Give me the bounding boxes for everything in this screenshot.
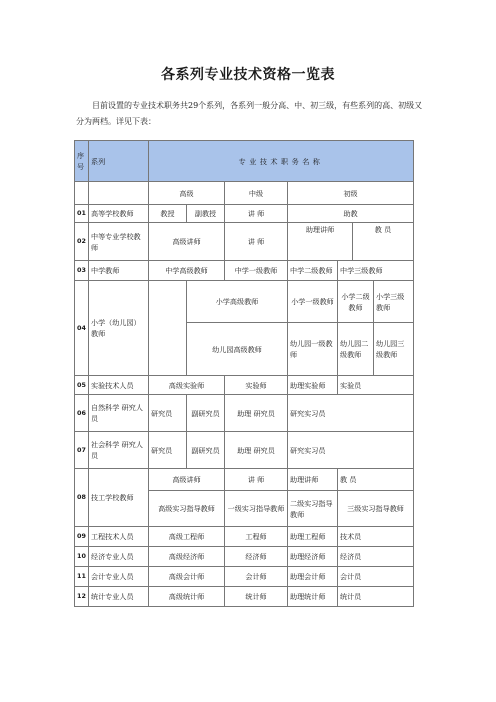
intermediate-cell: 工程师 — [225, 527, 288, 547]
level-junior: 初级 — [288, 182, 414, 205]
junior-cell: 中学二级教师 — [288, 261, 338, 281]
junior-cell: 助理实验师 — [288, 376, 338, 395]
header-num: 序号 — [75, 141, 89, 182]
junior-cell: 研究实习员 — [288, 432, 414, 469]
senior-cell: 幼儿园高级教师 — [187, 323, 288, 376]
junior-cell: 助理工程师 — [288, 527, 338, 547]
intermediate-cell: 一级实习指导教师 — [225, 491, 288, 527]
series-cell: 实验技术人员 — [89, 376, 149, 395]
intermediate-cell: 讲 师 — [225, 469, 288, 491]
junior-lower-cell: 统计员 — [338, 587, 414, 607]
row-number: 02 — [75, 223, 89, 261]
table-row — [75, 469, 414, 491]
series-cell: 高等学校教师 — [89, 205, 149, 223]
senior-cell: 高级实习指导教师 — [149, 491, 225, 527]
junior-lower-cell: 会计员 — [338, 567, 414, 587]
junior-lower-cell: 经济员 — [338, 547, 414, 567]
junior-lower-cell: 三级实习指导教师 — [338, 491, 414, 527]
senior-cell: 高级讲师 — [149, 469, 225, 491]
table-row — [75, 432, 414, 469]
intermediate-cell: 助理 研究员 — [225, 432, 288, 469]
level-intermediate: 中级 — [225, 182, 288, 205]
row-number: 06 — [75, 395, 89, 432]
series-cell: 技工学校教师 — [89, 469, 149, 527]
header-series: 系列 — [89, 141, 149, 182]
junior-cell: 小学二级教师 — [338, 281, 374, 323]
associate-senior-cell: 副研究员 — [187, 395, 225, 432]
row-number: 07 — [75, 432, 89, 469]
senior-cell: 小学高级教师 — [187, 281, 288, 323]
intro-paragraph: 目前设置的专业技术职务共29个系列，各系列一般分高、中、初三级，有些系列的高、初级又分为两档。详见下表： — [76, 101, 423, 126]
intermediate-cell: 会计师 — [225, 567, 288, 587]
junior-lower-cell: 实验员 — [338, 376, 414, 395]
senior-cell: 高级讲师 — [149, 223, 225, 261]
junior-lower-cell: 教 员 — [353, 223, 414, 261]
junior-cell: 助理讲师 — [288, 223, 353, 261]
table-row — [75, 223, 414, 261]
row-number: 05 — [75, 376, 89, 395]
junior-cell: 助理经济师 — [288, 547, 338, 567]
junior-cell: 助教 — [288, 205, 414, 223]
intermediate-cell: 助理 研究员 — [225, 395, 288, 432]
senior-cell: 教授 — [149, 205, 187, 223]
row-number: 08 — [75, 469, 89, 527]
level-senior: 高级 — [149, 182, 225, 205]
intermediate-cell: 讲 师 — [225, 223, 288, 261]
intermediate-cell: 讲 师 — [225, 205, 288, 223]
associate-senior-cell: 副教授 — [187, 205, 225, 223]
intermediate-cell: 中学一级教师 — [225, 261, 288, 281]
junior-cell: 幼儿园二级教师 — [338, 323, 374, 376]
row-number: 10 — [75, 547, 89, 567]
table-row — [75, 587, 414, 607]
series-cell: 会计专业人员 — [89, 567, 149, 587]
table-row — [75, 547, 414, 567]
row-number: 09 — [75, 527, 89, 547]
junior-lower-cell: 小学三级教师 — [374, 281, 414, 323]
senior-cell: 中学高级教师 — [149, 261, 225, 281]
senior-cell: 高级实验师 — [149, 376, 225, 395]
row-number: 04 — [75, 281, 89, 376]
qualification-table — [74, 140, 414, 607]
table-row — [75, 567, 414, 587]
series-cell: 中学教师 — [89, 261, 149, 281]
associate-senior-cell: 副研究员 — [187, 432, 225, 469]
series-cell: 社会科学 研究人员 — [89, 432, 149, 469]
series-cell: 统计专业人员 — [89, 587, 149, 607]
intermediate-cell: 经济师 — [225, 547, 288, 567]
row-number: 01 — [75, 205, 89, 223]
senior-cell: 高级会计师 — [149, 567, 225, 587]
intermediate-cell: 幼儿园一级教师 — [288, 323, 338, 376]
junior-cell: 助理会计师 — [288, 567, 338, 587]
table-row — [75, 205, 414, 223]
series-cell: 中等专业学校教师 — [89, 223, 149, 261]
table-row — [75, 261, 414, 281]
junior-cell: 研究实习员 — [288, 395, 414, 432]
page-title: 各系列专业技术资格一览表 — [161, 67, 335, 83]
row-number: 03 — [75, 261, 89, 281]
junior-lower-cell: 中学三级教师 — [338, 261, 414, 281]
senior-cell: 高级经济师 — [149, 547, 225, 567]
table-row — [75, 281, 414, 323]
intermediate-cell: 统计师 — [225, 587, 288, 607]
row-number: 11 — [75, 567, 89, 587]
table-row — [75, 395, 414, 432]
junior-lower-cell: 幼儿园三级教师 — [374, 323, 414, 376]
junior-cell: 助理统计师 — [288, 587, 338, 607]
intermediate-cell: 小学一级教师 — [288, 281, 338, 323]
intermediate-cell: 实验师 — [225, 376, 288, 395]
junior-lower-cell: 技术员 — [338, 527, 414, 547]
senior-cell: 研究员 — [149, 395, 187, 432]
series-cell: 工程技术人员 — [89, 527, 149, 547]
table-row — [75, 527, 414, 547]
table-row — [75, 376, 414, 395]
row-number: 12 — [75, 587, 89, 607]
header-row — [75, 141, 414, 182]
level-row — [75, 182, 414, 205]
series-cell: 自然科学 研究人员 — [89, 395, 149, 432]
senior-cell: 高级工程师 — [149, 527, 225, 547]
series-cell: 经济专业人员 — [89, 547, 149, 567]
header-position-names: 专业技术职务名称 — [149, 141, 414, 182]
junior-lower-cell: 教 员 — [338, 469, 414, 491]
junior-cell: 二级实习指导教师 — [288, 491, 338, 527]
series-cell: 小学（幼儿园）教师 — [89, 281, 149, 376]
senior-cell: 高级统计师 — [149, 587, 225, 607]
senior-cell: 研究员 — [149, 432, 187, 469]
junior-cell: 助理讲师 — [288, 469, 338, 491]
